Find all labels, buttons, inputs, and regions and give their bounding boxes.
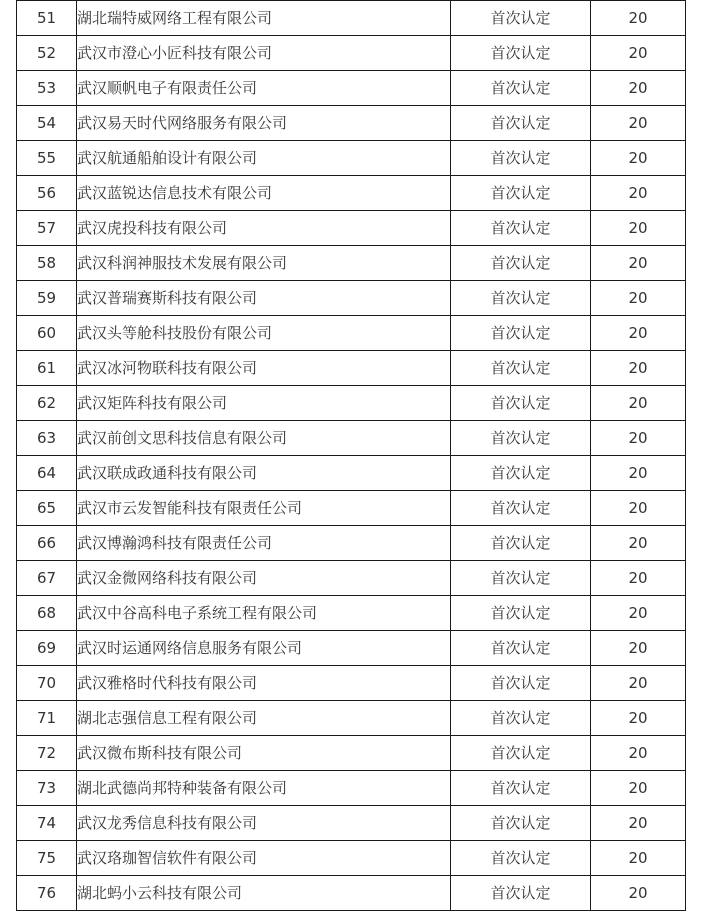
table-row [17,421,686,456]
score-value: 20 [591,771,686,806]
company-name: 湖北蚂小云科技有限公司 [77,876,451,911]
row-number: 67 [17,561,77,596]
score-value: 20 [591,841,686,876]
score-value: 20 [591,421,686,456]
row-number: 53 [17,71,77,106]
certification-type: 首次认定 [451,141,591,176]
company-name: 武汉航通船舶设计有限公司 [77,141,451,176]
table-row [17,596,686,631]
score-value: 20 [591,491,686,526]
table-row [17,666,686,701]
company-name: 湖北志强信息工程有限公司 [77,701,451,736]
table-row [17,316,686,351]
certification-type: 首次认定 [451,386,591,421]
score-value: 20 [591,876,686,911]
certification-type: 首次认定 [451,771,591,806]
certification-type: 首次认定 [451,876,591,911]
company-table [16,0,686,911]
row-number: 72 [17,736,77,771]
score-value: 20 [591,666,686,701]
row-number: 74 [17,806,77,841]
table-row [17,211,686,246]
company-table-body [17,1,686,911]
certification-type: 首次认定 [451,841,591,876]
score-value: 20 [591,631,686,666]
row-number: 63 [17,421,77,456]
row-number: 75 [17,841,77,876]
company-name: 武汉雅格时代科技有限公司 [77,666,451,701]
company-name: 武汉科润神服技术发展有限公司 [77,246,451,281]
company-name: 武汉冰河物联科技有限公司 [77,351,451,386]
table-row [17,106,686,141]
certification-type: 首次认定 [451,281,591,316]
table-row [17,386,686,421]
table-row [17,806,686,841]
company-name: 武汉龙秀信息科技有限公司 [77,806,451,841]
company-name: 武汉金微网络科技有限公司 [77,561,451,596]
row-number: 57 [17,211,77,246]
table-row [17,841,686,876]
row-number: 65 [17,491,77,526]
company-name: 武汉市云发智能科技有限责任公司 [77,491,451,526]
score-value: 20 [591,596,686,631]
certification-type: 首次认定 [451,246,591,281]
company-name: 武汉虎投科技有限公司 [77,211,451,246]
score-value: 20 [591,211,686,246]
certification-type: 首次认定 [451,1,591,36]
table-row [17,491,686,526]
company-name: 武汉中谷高科电子系统工程有限公司 [77,596,451,631]
table-row [17,71,686,106]
table-row [17,631,686,666]
table-row [17,526,686,561]
score-value: 20 [591,456,686,491]
company-name: 武汉普瑞赛斯科技有限公司 [77,281,451,316]
certification-type: 首次认定 [451,631,591,666]
certification-type: 首次认定 [451,456,591,491]
table-row [17,141,686,176]
certification-type: 首次认定 [451,316,591,351]
company-name: 武汉时运通网络信息服务有限公司 [77,631,451,666]
certification-type: 首次认定 [451,351,591,386]
certification-type: 首次认定 [451,701,591,736]
score-value: 20 [591,736,686,771]
score-value: 20 [591,386,686,421]
company-name: 武汉顺帆电子有限责任公司 [77,71,451,106]
company-name: 武汉易天时代网络服务有限公司 [77,106,451,141]
table-row [17,246,686,281]
company-name: 武汉联成政通科技有限公司 [77,456,451,491]
certification-type: 首次认定 [451,666,591,701]
table-row [17,876,686,911]
score-value: 20 [591,176,686,211]
certification-type: 首次认定 [451,211,591,246]
certification-type: 首次认定 [451,806,591,841]
row-number: 76 [17,876,77,911]
table-row [17,1,686,36]
row-number: 64 [17,456,77,491]
score-value: 20 [591,71,686,106]
table-row [17,281,686,316]
company-name: 武汉市澄心小匠科技有限公司 [77,36,451,71]
row-number: 66 [17,526,77,561]
company-name: 武汉微布斯科技有限公司 [77,736,451,771]
company-name: 武汉前创文思科技信息有限公司 [77,421,451,456]
certification-type: 首次认定 [451,421,591,456]
table-row [17,561,686,596]
table-row [17,36,686,71]
certification-type: 首次认定 [451,491,591,526]
score-value: 20 [591,316,686,351]
certification-type: 首次认定 [451,176,591,211]
certification-type: 首次认定 [451,736,591,771]
row-number: 56 [17,176,77,211]
score-value: 20 [591,1,686,36]
company-name: 武汉珞珈智信软件有限公司 [77,841,451,876]
row-number: 61 [17,351,77,386]
company-name: 武汉头等舱科技股份有限公司 [77,316,451,351]
certification-type: 首次认定 [451,106,591,141]
table-row [17,176,686,211]
company-name: 武汉蓝锐达信息技术有限公司 [77,176,451,211]
company-name: 武汉博瀚鸿科技有限责任公司 [77,526,451,561]
score-value: 20 [591,561,686,596]
score-value: 20 [591,106,686,141]
score-value: 20 [591,351,686,386]
score-value: 20 [591,806,686,841]
row-number: 52 [17,36,77,71]
row-number: 73 [17,771,77,806]
company-name: 湖北瑞特威网络工程有限公司 [77,1,451,36]
row-number: 60 [17,316,77,351]
row-number: 62 [17,386,77,421]
company-name: 武汉矩阵科技有限公司 [77,386,451,421]
score-value: 20 [591,701,686,736]
certification-type: 首次认定 [451,36,591,71]
table-row [17,351,686,386]
score-value: 20 [591,526,686,561]
table-row [17,771,686,806]
row-number: 69 [17,631,77,666]
score-value: 20 [591,281,686,316]
table-row [17,736,686,771]
table-row [17,701,686,736]
score-value: 20 [591,36,686,71]
row-number: 70 [17,666,77,701]
score-value: 20 [591,141,686,176]
certification-type: 首次认定 [451,561,591,596]
row-number: 59 [17,281,77,316]
table-row [17,456,686,491]
score-value: 20 [591,246,686,281]
row-number: 71 [17,701,77,736]
certification-type: 首次认定 [451,596,591,631]
row-number: 58 [17,246,77,281]
row-number: 54 [17,106,77,141]
company-name: 湖北武德尚邦特种装备有限公司 [77,771,451,806]
row-number: 68 [17,596,77,631]
row-number: 55 [17,141,77,176]
row-number: 51 [17,1,77,36]
certification-type: 首次认定 [451,526,591,561]
certification-type: 首次认定 [451,71,591,106]
